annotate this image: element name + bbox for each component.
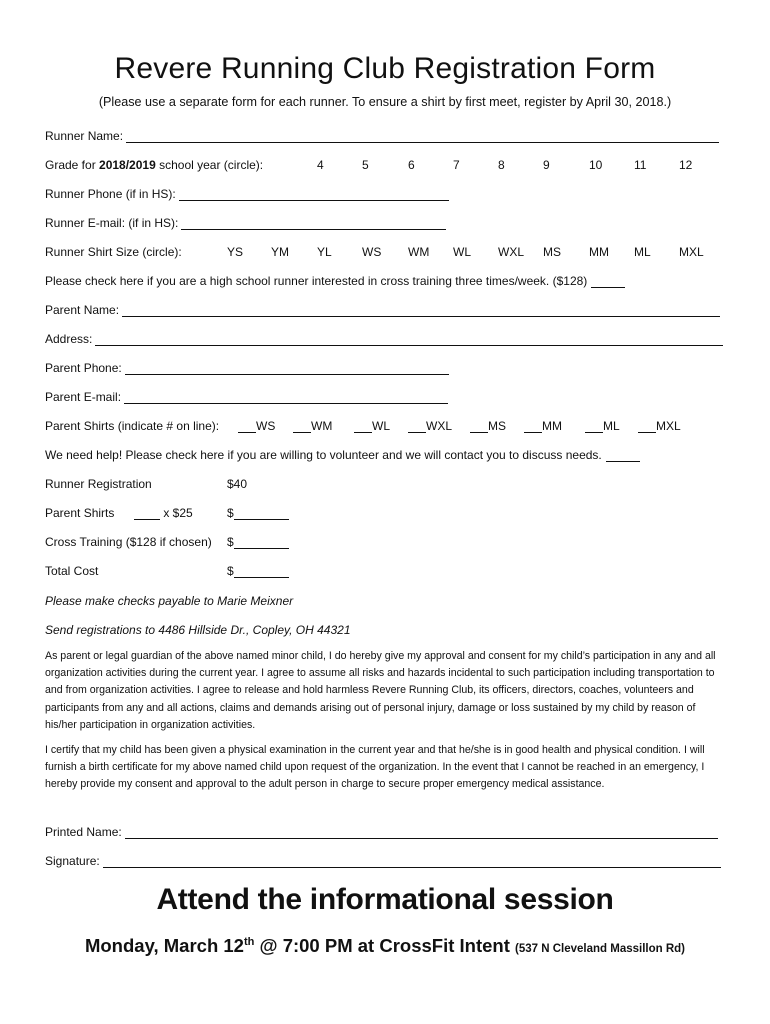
grade-option[interactable]: 12: [679, 158, 693, 172]
parent-email-row: [45, 386, 448, 404]
shirt-size-option[interactable]: YL: [317, 245, 332, 259]
parent-shirts-quantity[interactable]: x $25: [134, 506, 193, 520]
total-cost-label: Total Cost: [45, 564, 99, 578]
parent-name-label: Parent Name:: [45, 303, 120, 317]
shirt-size-option[interactable]: WS: [362, 245, 382, 259]
grade-option[interactable]: 11: [634, 158, 647, 172]
parent-shirt-option[interactable]: WL: [354, 419, 390, 433]
attend-heading: Attend the informational session: [156, 883, 614, 916]
shirt-size-option[interactable]: YS: [227, 245, 244, 259]
parent-email-label: Parent E-mail:: [45, 390, 122, 404]
parent-shirts-fee-label: Parent Shirts: [45, 506, 115, 520]
runner-email-field[interactable]: [181, 216, 446, 230]
parent-name-field[interactable]: [122, 303, 720, 317]
grade-option[interactable]: 7: [453, 158, 460, 172]
shirt-size-option[interactable]: WL: [453, 245, 471, 259]
shirt-size-option[interactable]: ML: [634, 245, 651, 259]
parent-shirt-option[interactable]: MM: [524, 419, 562, 433]
grade-label: Grade for 2018/2019 school year (circle):: [45, 158, 264, 172]
grade-row: [45, 154, 725, 172]
signature-row: [45, 850, 721, 868]
cross-training-fee-label: Cross Training ($128 if chosen): [45, 535, 212, 549]
shirt-size-option[interactable]: MS: [543, 245, 561, 259]
shirt-size-option[interactable]: YM: [271, 245, 289, 259]
parent-shirt-option[interactable]: ML: [585, 419, 620, 433]
page-subtitle: (Please use a separate form for each runner. To ensure a shirt by first meet, register by April 30, 2018.): [98, 95, 672, 109]
volunteer-checkbox[interactable]: [606, 449, 640, 462]
runner-phone-field[interactable]: [179, 187, 449, 201]
fee-cross-training-row: [45, 531, 305, 549]
runner-name-label: Runner Name:: [45, 129, 124, 143]
shirt-size-option[interactable]: WM: [408, 245, 430, 259]
grade-option[interactable]: 9: [543, 158, 550, 172]
signature-label: Signature:: [45, 854, 100, 868]
certify-paragraph: I certify that my child has been given a physical examination in the current year and that he/she is in good health and physical condition. I will furnish a birth certificate for my above named child upon request of the organization. In the event that I cannot be reached in an emergency, I hereby provide my consent and approval to the adult person in charge to secure proper emergency medical assistance.: [45, 744, 705, 791]
runner-email-label: Runner E-mail: (if in HS):: [45, 216, 179, 230]
address-row: [45, 328, 723, 346]
address-field[interactable]: [95, 332, 723, 346]
cross-training-checkbox[interactable]: [591, 275, 625, 288]
grade-option[interactable]: 5: [362, 158, 369, 172]
volunteer-label: We need help! Please check here if you are willing to volunteer and we will contact you to discuss needs.: [45, 448, 602, 462]
fee-total-row: [45, 560, 305, 578]
cross-training-total[interactable]: $: [227, 535, 289, 549]
printed-name-label: Printed Name:: [45, 825, 122, 839]
shirt-size-row: [45, 241, 725, 259]
send-registrations-note: Send registrations to 4486 Hillside Dr., Copley, OH 44321: [45, 623, 351, 637]
grade-option[interactable]: 6: [408, 158, 415, 172]
parent-shirts-label: Parent Shirts (indicate # on line):: [45, 419, 220, 433]
runner-email-row: [45, 212, 446, 230]
session-details: Monday, March 12th @ 7:00 PM at CrossFit Intent (537 N Cleveland Massillon Rd): [84, 935, 686, 956]
shirt-size-option[interactable]: MXL: [679, 245, 704, 259]
runner-registration-value: $40: [227, 477, 248, 491]
parent-shirt-option[interactable]: MXL: [638, 419, 681, 433]
grade-option[interactable]: 10: [589, 158, 603, 172]
grade-option[interactable]: 4: [317, 158, 324, 172]
fee-runner-registration-row: [45, 473, 248, 491]
volunteer-row: [45, 444, 640, 462]
address-label: Address:: [45, 332, 93, 346]
fee-parent-shirts-row: [45, 502, 305, 520]
parent-shirt-option[interactable]: WM: [293, 419, 332, 433]
cross-training-row: [45, 270, 625, 288]
parent-shirt-option[interactable]: WXL: [408, 419, 452, 433]
runner-phone-row: [45, 183, 449, 201]
shirt-size-option[interactable]: MM: [589, 245, 609, 259]
parent-shirt-option[interactable]: MS: [470, 419, 506, 433]
shirt-size-option[interactable]: WXL: [498, 245, 525, 259]
parent-name-row: [45, 299, 720, 317]
parent-email-field[interactable]: [124, 390, 448, 404]
parent-phone-field[interactable]: [125, 361, 449, 375]
runner-name-field[interactable]: [126, 129, 719, 143]
runner-registration-label: Runner Registration: [45, 477, 152, 491]
printed-name-field[interactable]: [125, 825, 718, 839]
signature-field[interactable]: [103, 854, 721, 868]
shirt-size-label: Runner Shirt Size (circle):: [45, 245, 182, 259]
grade-option[interactable]: 8: [498, 158, 505, 172]
checks-payable-note: Please make checks payable to Marie Meixner: [45, 594, 294, 608]
parent-shirts-row: [45, 415, 725, 433]
parent-phone-row: [45, 357, 449, 375]
consent-paragraph: As parent or legal guardian of the above named minor child, I do hereby give my approval and consent for my child’s participation in any and all organization activities during the current year. I agree to assume all risks and hazards incidental to such participation including transportation to and from organization activities. I agree to release and hold harmless Revere Running Club, its officers, directors, coaches, volunteers and participants from any and all actions, claims and demands arising out of personal injury, damage or loss sustained by my child by reason of his/her participation in organization activities.: [45, 650, 716, 731]
printed-name-row: [45, 821, 718, 839]
page-title: Revere Running Club Registration Form: [114, 52, 656, 85]
total-cost-field[interactable]: $: [227, 564, 289, 578]
runner-name-row: [45, 125, 719, 143]
cross-training-label: Please check here if you are a high school runner interested in cross training three times/week. ($128): [45, 274, 588, 288]
parent-shirts-total[interactable]: $: [227, 506, 289, 520]
parent-shirt-option[interactable]: WS: [238, 419, 275, 433]
runner-phone-label: Runner Phone (if in HS):: [45, 187, 176, 201]
parent-phone-label: Parent Phone:: [45, 361, 122, 375]
